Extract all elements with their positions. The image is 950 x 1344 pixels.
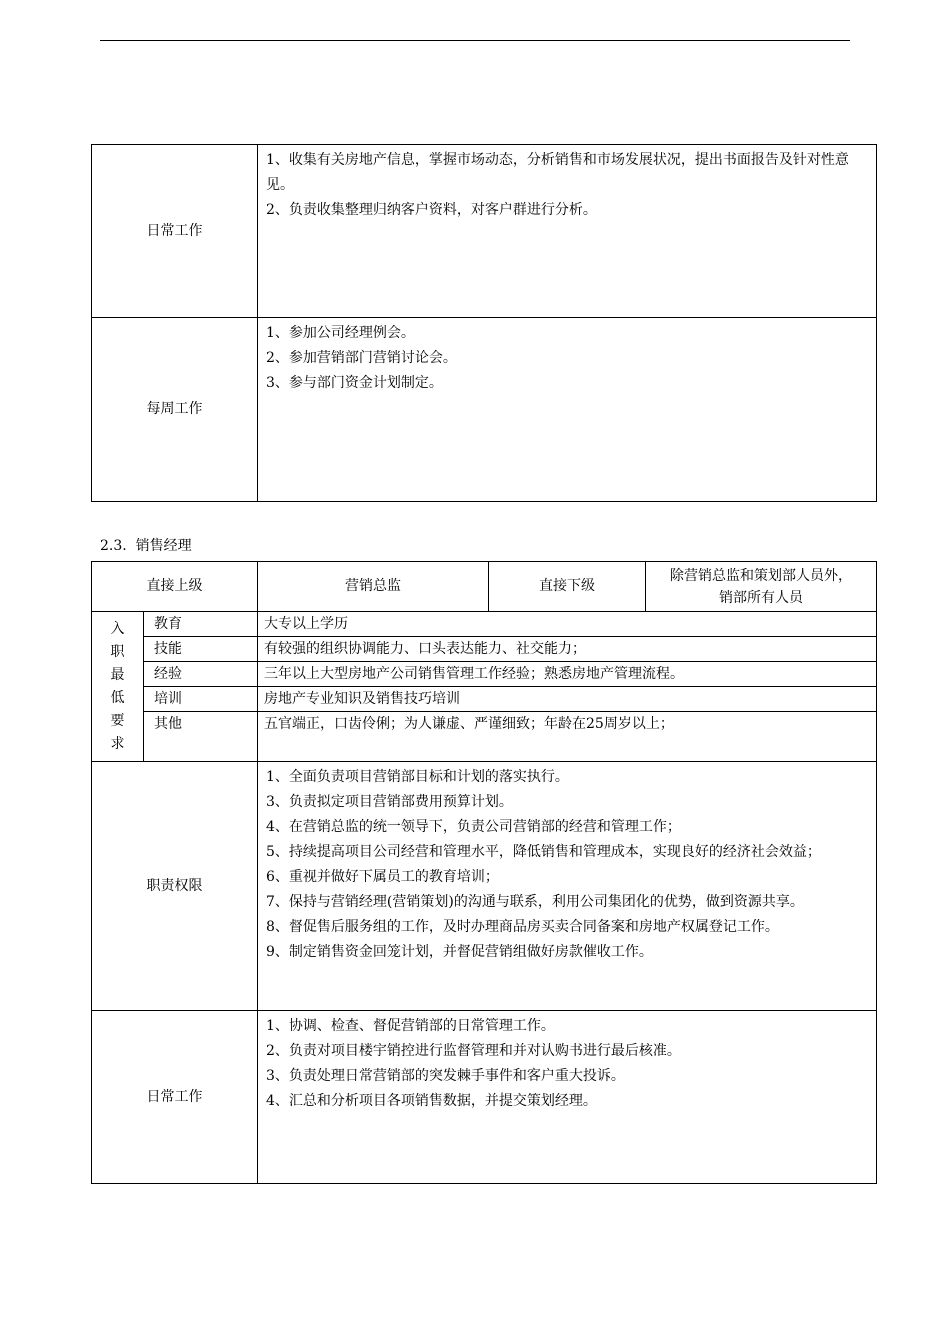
section-number: 2.3.: [100, 538, 127, 554]
list-item: 1、参加公司经理例会。: [266, 325, 415, 341]
daily-work-content: [258, 1011, 877, 1184]
daily-work-label: 日常工作: [92, 1011, 258, 1184]
requirements-title-char: 入: [110, 620, 125, 637]
requirement-value: 大专以上学历: [258, 612, 877, 637]
sales-manager-table: [91, 561, 877, 1184]
weekly-work-content: [258, 318, 877, 502]
requirement-value: 三年以上大型房地产公司销售管理工作经验；熟悉房地产管理流程。: [258, 662, 877, 687]
list-item: 2、负责对项目楼宇销控进行监督管理和并对认购书进行最后核准。: [266, 1043, 681, 1059]
requirement-label: 技能: [144, 637, 258, 662]
requirement-value: 房地产专业知识及销售技巧培训: [258, 687, 877, 712]
responsibility-table-1: [91, 144, 877, 502]
list-item: 7、保持与营销经理(营销策划)的沟通与联系，利用公司集团化的优势，做到资源共享。: [266, 894, 804, 910]
requirement-label: 培训: [144, 687, 258, 712]
list-item: 6、重视并做好下属员工的教育培训；: [266, 869, 499, 885]
requirements-title-char: 职: [110, 643, 125, 660]
daily-work-row: [92, 1011, 877, 1184]
duties-row: [92, 762, 877, 1011]
list-item: 2、参加营销部门营销讨论会。: [266, 350, 457, 366]
weekly-work-label: 每周工作: [92, 318, 258, 502]
daily-work-content: [258, 145, 877, 318]
subordinate-value-line: 除营销总监和策划部人员外，: [670, 567, 852, 584]
requirements-title-char: 低: [110, 689, 125, 706]
list-item: 9、制定销售资金回笼计划，并督促营销组做好房款催收工作。: [266, 944, 653, 960]
superior-value: 营销总监: [258, 562, 489, 612]
requirement-value: 五官端正，口齿伶俐；为人谦虚、严谨细致；年龄在25周岁以上；: [258, 712, 877, 762]
daily-work-label: 日常工作: [92, 145, 258, 318]
list-item: 4、在营销总监的统一领导下，负责公司营销部的经营和管理工作；: [266, 819, 681, 835]
section-heading: [100, 535, 192, 555]
list-item: 3、负责拟定项目营销部费用预算计划。: [266, 794, 513, 810]
requirements-title: [92, 612, 144, 762]
daily-work-row: [92, 145, 877, 318]
subordinate-label: 直接下级: [489, 562, 646, 612]
list-item: 5、持续提高项目公司经营和管理水平，降低销售和管理成本，实现良好的经济社会效益；: [266, 844, 821, 860]
requirement-row: [92, 687, 877, 712]
list-item: 2、负责收集整理归纳客户资料，对客户群进行分析。: [266, 202, 597, 218]
duties-label: 职责权限: [92, 762, 258, 1011]
requirements-title-char: 要: [110, 712, 125, 729]
requirement-label: 教育: [144, 612, 258, 637]
requirements-title-char: 求: [110, 735, 125, 752]
requirement-row: [92, 662, 877, 687]
duties-content: [258, 762, 877, 1011]
requirements-title-char: 最: [110, 666, 125, 683]
weekly-work-row: [92, 318, 877, 502]
list-item: 3、负责处理日常营销部的突发棘手事件和客户重大投诉。: [266, 1068, 625, 1084]
section-title: 销售经理: [135, 538, 192, 554]
requirement-row: [92, 712, 877, 762]
list-item: 1、收集有关房地产信息，掌握市场动态，分析销售和市场发展状况，提出书面报告及针对性意见。: [266, 152, 849, 193]
requirement-label: 其他: [144, 712, 258, 762]
list-item: 3、参与部门资金计划制定。: [266, 375, 443, 391]
requirement-label: 经验: [144, 662, 258, 687]
header-rule: [100, 40, 850, 41]
list-item: 4、汇总和分析项目各项销售数据，并提交策划经理。: [266, 1093, 597, 1109]
superior-label: 直接上级: [92, 562, 258, 612]
requirement-row: [92, 637, 877, 662]
subordinate-value-line: 销部所有人员: [719, 589, 803, 606]
requirement-value: 有较强的组织协调能力、口头表达能力、社交能力；: [258, 637, 877, 662]
list-item: 1、全面负责项目营销部目标和计划的落实执行。: [266, 769, 569, 785]
reporting-row: [92, 562, 877, 612]
subordinate-value: [646, 562, 877, 612]
list-item: 1、协调、检查、督促营销部的日常管理工作。: [266, 1018, 555, 1034]
list-item: 8、督促售后服务组的工作，及时办理商品房买卖合同备案和房地产权属登记工作。: [266, 919, 779, 935]
requirement-row: [92, 612, 877, 637]
